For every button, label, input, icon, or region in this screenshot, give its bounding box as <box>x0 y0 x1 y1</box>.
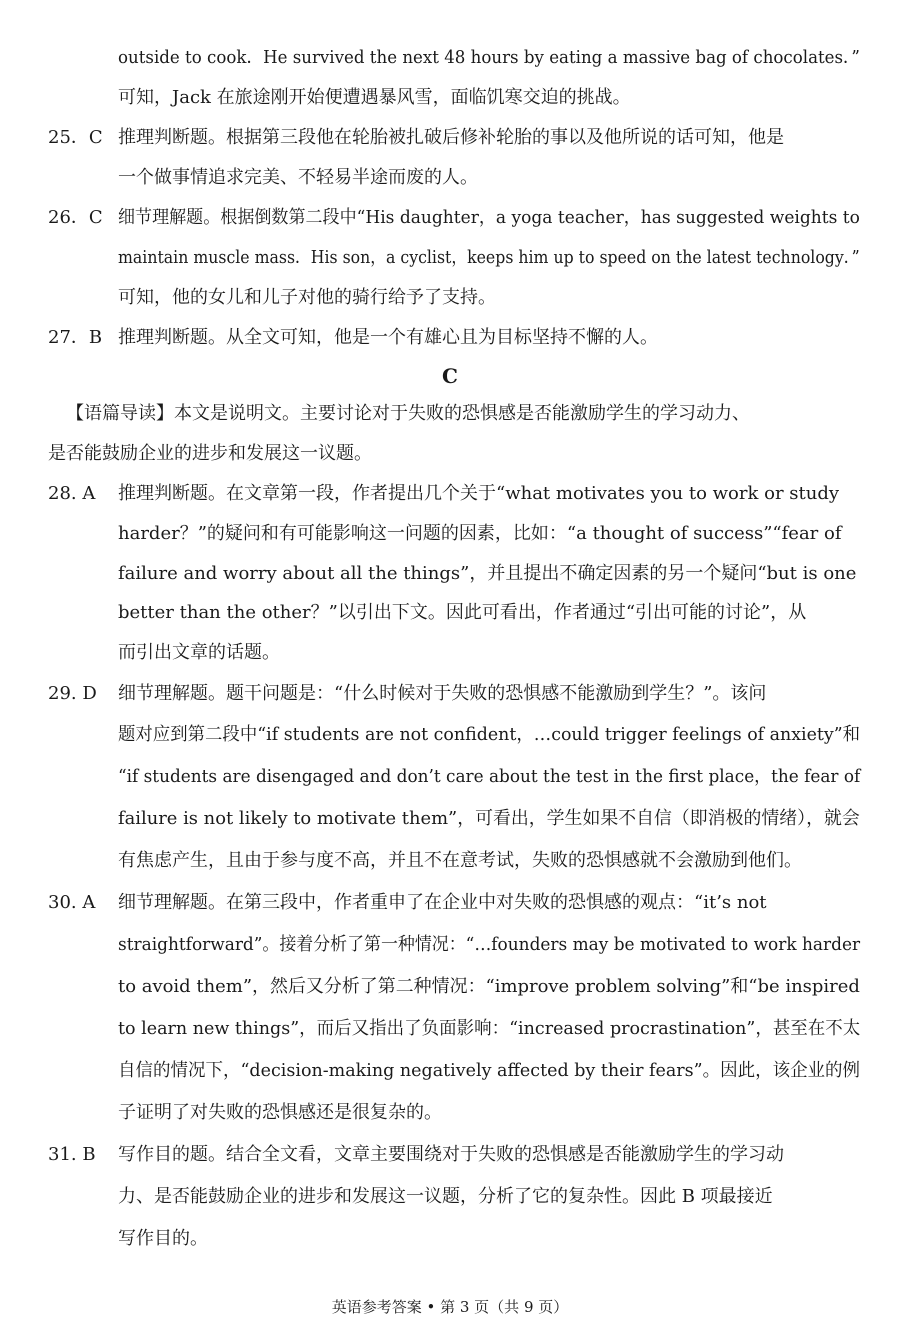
item-text: 力、是否能鼓励企业的进步和发展这一议题，分析了它的复杂性。因此 B 项最接近 <box>118 1186 773 1207</box>
item-text: harder？”的疑问和有可能影响这一问题的因素，比如：“a thought of success”“fear of <box>118 523 842 544</box>
item-text: 写作目的题。结合全文看，文章主要围绕对于失败的恐惧感是否能激励学生的学习动 <box>118 1144 784 1165</box>
item-number: 27．B <box>48 327 103 348</box>
item-number: 29. D <box>48 683 97 704</box>
item-text: failure and worry about all the things”，并且提出不确定因素的另一个疑问“but is one <box>118 563 857 584</box>
item-text: 细节理解题。根据倒数第二段中“His daughter，a yoga teacher，has suggested weights to <box>118 207 860 228</box>
item-text: 自信的情况下，“decision-making negatively affected by their fears”。因此，该企业的例 <box>118 1060 861 1081</box>
item-text: better than the other？”以引出下文。因此可看出，作者通过“引出可能的讨论”，从 <box>118 602 807 623</box>
item-text: 推理判断题。在文章第一段，作者提出几个关于“what motivates you to work or study <box>118 483 840 504</box>
section-heading: C <box>442 364 458 388</box>
item-number: 26．C <box>48 207 103 228</box>
item-text: 题对应到第二段中“if students are not confident，…could trigger feelings of anxiety”和 <box>118 724 861 745</box>
item-text: 而引出文章的话题。 <box>118 642 280 663</box>
item-text: failure is not likely to motivate them”，可看出，学生如果不自信（即消极的情绪），就会 <box>118 808 860 829</box>
item-text: 一个做事情追求完美、不轻易半途而废的人。 <box>118 167 478 188</box>
item-text: 写作目的。 <box>118 1228 208 1249</box>
item-text: 子证明了对失败的恐惧感还是很复杂的。 <box>118 1102 442 1123</box>
item-number: 25．C <box>48 127 103 148</box>
continuation-line: outside to cook．He survived the next 48 hours by eating a massive bag of chocolates．” <box>118 47 860 68</box>
item-text: 有焦虑产生，且由于参与度不高，并且不在意考试，失败的恐惧感就不会激励到他们。 <box>118 850 802 871</box>
item-text: straightforward”。接着分析了第一种情况：“…founders may be motivated to work harder <box>118 934 861 955</box>
page-footer: 英语参考答案 • 第 3 页（共 9 页） <box>331 1298 569 1316</box>
item-text: maintain muscle mass．His son，a cyclist，keeps him up to speed on the latest technology．” <box>118 247 860 268</box>
continuation-line: 可知，Jack 在旅途刚开始便遭遇暴风雪，面临饥寒交迫的挑战。 <box>118 87 631 108</box>
item-text: “if students are disengaged and don’t care about the test in the first place，the fear of <box>118 766 861 787</box>
item-text: 推理判断题。从全文可知，他是一个有雄心且为目标坚持不懈的人。 <box>118 327 658 348</box>
passage-intro: 是否能鼓励企业的进步和发展这一议题。 <box>48 443 372 464</box>
item-number: 31. B <box>48 1144 96 1165</box>
item-number: 30. A <box>48 892 96 913</box>
item-text: 细节理解题。在第三段中，作者重申了在企业中对失败的恐惧感的观点：“it’s not <box>118 892 767 913</box>
passage-intro: 【语篇导读】本文是说明文。主要讨论对于失败的恐惧感是否能激励学生的学习动力、 <box>66 403 750 424</box>
item-text: to learn new things”，而后又指出了负面影响：“increased procrastination”，甚至在不太 <box>118 1018 861 1039</box>
item-number: 28. A <box>48 483 96 504</box>
item-text: 可知，他的女儿和儿子对他的骑行给予了支持。 <box>118 287 496 308</box>
item-text: to avoid them”，然后又分析了第二种情况：“improve problem solving”和“be inspired <box>118 976 860 997</box>
item-text: 细节理解题。题干问题是：“什么时候对于失败的恐惧感不能激励到学生？”。该问 <box>118 683 767 704</box>
item-text: 推理判断题。根据第三段他在轮胎被扎破后修补轮胎的事以及他所说的话可知，他是 <box>118 127 784 148</box>
